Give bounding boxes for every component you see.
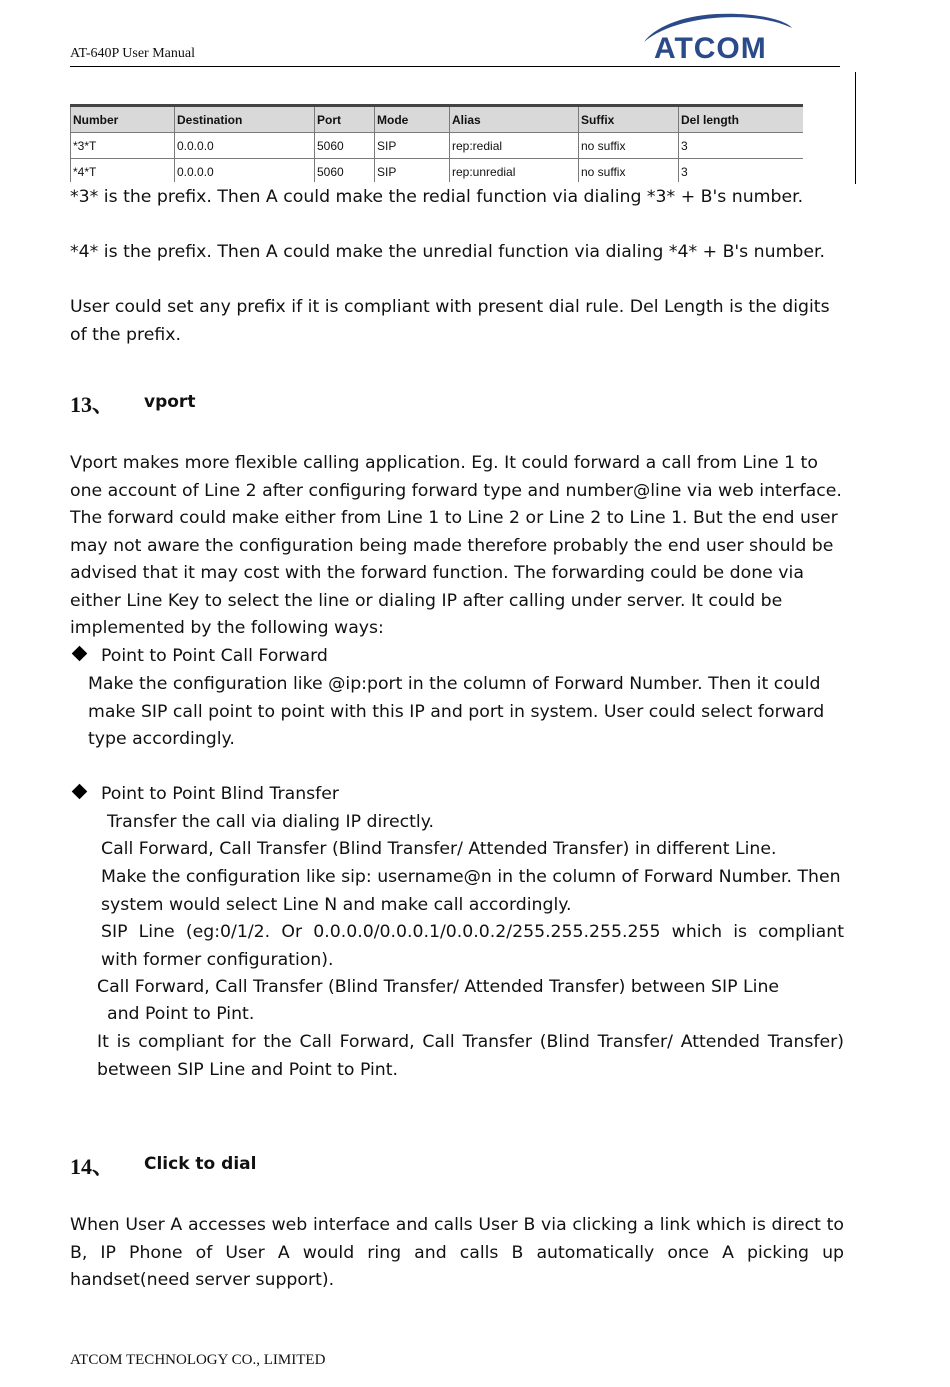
different-line-forward: Call Forward, Call Transfer (Blind Transfer/ Attended Transfer) in different Line.	[101, 839, 777, 859]
table-cell: 0.0.0.0	[175, 133, 315, 159]
between-sip-line-paragraph: Call Forward, Call Transfer (Blind Transfer/ Attended Transfer) between SIP Line	[97, 977, 780, 997]
atcom-logo	[636, 8, 798, 66]
column-header: Destination	[175, 106, 315, 133]
table-cell: 3	[679, 133, 804, 159]
column-header: Alias	[450, 106, 579, 133]
bullet-blind-transfer	[70, 781, 339, 809]
table-cell: 5060	[315, 159, 375, 183]
vport-description: Vport makes more flexible calling application. Eg. It could forward a call from Line 1 to one account of Line 2 after configuring forward type and number@line via web interface. The forward could make either from Line 1 to Line 2 or Line 2 to Line 1. But the end user may not aware the configuration being made therefore probably the end user should be advised that it may cost with the forward function. The forwarding could be done via either Line Key to select the line or dialing IP after calling under server. It could be implemented by the following ways:	[70, 453, 842, 638]
sip-line-paragraph: SIP Line (eg:0/1/2. Or 0.0.0.0/0.0.0.1/0.0.0.2/255.255.255.255 which is compliant with former configuration).	[101, 922, 844, 970]
between-sip-line-cont: and Point to Pint.	[107, 1004, 255, 1024]
prefix-rule-paragraph: User could set any prefix if it is compliant with present dial rule. Del Length is the digits of the prefix.	[70, 297, 830, 345]
diamond-bullet-icon	[72, 784, 88, 800]
table-cell: *3*T	[71, 133, 175, 159]
header-rule	[70, 66, 840, 67]
call-forward-description: Make the configuration like @ip:port in the column of Forward Number. Then it could make SIP call point to point with this IP and port in system. User could select forward type accordingly.	[88, 674, 825, 749]
section-number: 14、	[70, 1154, 115, 1179]
diamond-bullet-icon	[72, 646, 88, 662]
click-to-dial-description: When User A accesses web interface and calls User B via clicking a link which is direct to B, IP Phone of User A would ring and calls B automatically once A picking up handset(need server support).	[70, 1215, 844, 1290]
column-header: Number	[71, 106, 175, 133]
bullet-title: Point to Point Call Forward	[101, 646, 328, 666]
section-title: vport	[144, 392, 196, 412]
section-title: Click to dial	[144, 1154, 257, 1174]
bullet-call-forward	[70, 643, 328, 671]
compliance-paragraph: It is compliant for the Call Forward, Call Transfer (Blind Transfer/ Attended Transfer) between SIP Line and Point to Pint.	[97, 1032, 844, 1080]
table-row	[71, 133, 804, 159]
table-cell: no suffix	[579, 159, 679, 183]
table-cell: 3	[679, 159, 804, 183]
column-header: Suffix	[579, 106, 679, 133]
table-cell: 5060	[315, 133, 375, 159]
dial-rule-table	[70, 104, 803, 182]
blind-transfer-line: Transfer the call via dialing IP directly.	[107, 812, 434, 832]
column-header: Mode	[375, 106, 450, 133]
table-cell: rep:unredial	[450, 159, 579, 183]
bullet-title: Point to Point Blind Transfer	[101, 784, 340, 804]
prefix-redial-paragraph: *3* is the prefix. Then A could make the redial function via dialing *3* + B's number.	[70, 187, 804, 207]
margin-rule	[855, 72, 856, 184]
document-footer: ATCOM TECHNOLOGY CO., LIMITED	[70, 1352, 326, 1368]
logo-text: ATCOM	[654, 32, 767, 65]
section-13-heading	[70, 388, 196, 419]
username-config-paragraph: Make the configuration like sip: username@n in the column of Forward Number. Then system would select Line N and make call accordingly.	[101, 867, 841, 915]
dial-rule-table-image	[70, 104, 803, 182]
document-header-title: AT-640P User Manual	[70, 46, 195, 61]
table-row	[71, 159, 804, 183]
table-cell: SIP	[375, 159, 450, 183]
prefix-unredial-paragraph: *4* is the prefix. Then A could make the unredial function via dialing *4* + B's number.	[70, 242, 826, 262]
column-header: Del length	[679, 106, 804, 133]
table-cell: *4*T	[71, 159, 175, 183]
table-header-row	[71, 106, 804, 133]
table-cell: 0.0.0.0	[175, 159, 315, 183]
table-cell: rep:redial	[450, 133, 579, 159]
column-header: Port	[315, 106, 375, 133]
table-cell: no suffix	[579, 133, 679, 159]
section-number: 13、	[70, 392, 115, 417]
table-cell: SIP	[375, 133, 450, 159]
section-14-heading	[70, 1150, 257, 1181]
